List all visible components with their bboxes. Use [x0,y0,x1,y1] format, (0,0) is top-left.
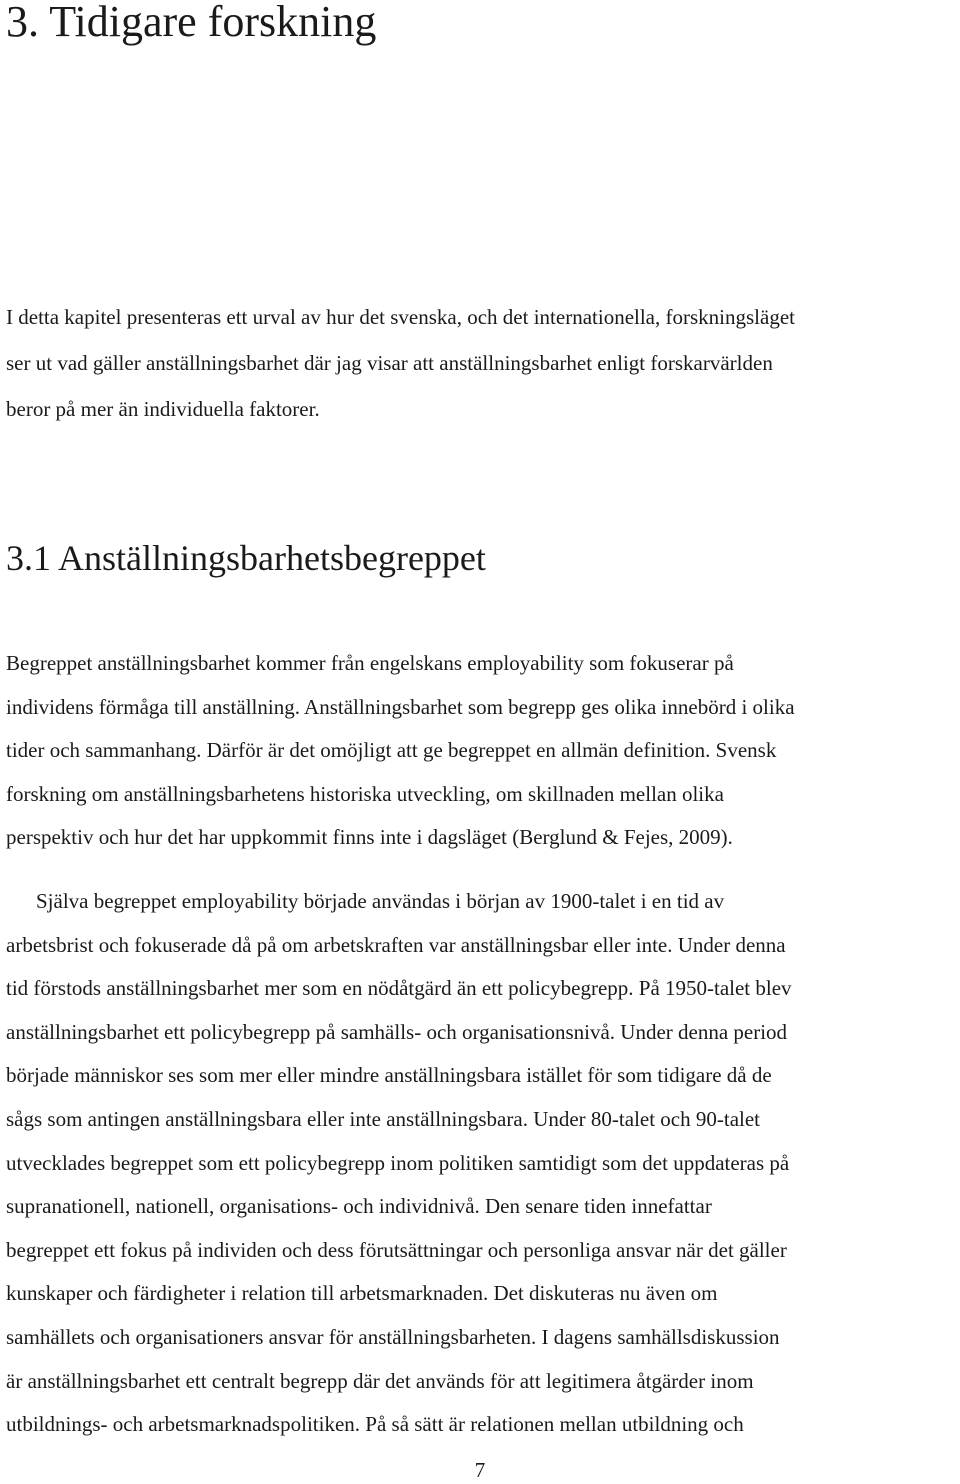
section-title: 3.1 Anställningsbarhetsbegreppet [6,538,486,578]
intro-line: beror på mer än individuella faktorer. [6,397,320,421]
definition-line: tider och sammanhang. Därför är det omöjligt att ge begreppet en allmän definition. Svensk [6,738,777,763]
intro-paragraph [6,294,954,432]
chapter-title: 3. Tidigare forskning [6,0,377,46]
history-line: arbetsbrist och fokuserade då på om arbetskraften var anställningsbar eller inte. Under denna [6,932,786,957]
history-line: anställningsbarhet ett policybegrepp på samhälls- och organisationsnivå. Under denna period [6,1019,788,1044]
intro-line: ser ut vad gäller anställningsbarhet där jag visar att anställningsbarhet enligt forskarvärlden [6,351,773,375]
history-line: supranationell, nationell, organisations- och individnivå. Den senare tiden innefattar [6,1194,712,1219]
definition-line: perspektiv och hur det har uppkommit finns inte i dagsläget (Berglund & Fejes, 2009). [6,825,733,850]
page-number: 7 [474,1458,486,1482]
history-line: är anställningsbarhet ett centralt begrepp där det används för att legitimera åtgärder inom [6,1368,754,1393]
definition-line: forskning om anställningsbarhetens historiska utveckling, om skillnaden mellan olika [6,781,724,806]
history-line: utbildnings- och arbetsmarknadspolitiken. På så sätt är relationen mellan utbildning och [6,1412,744,1437]
definition-line: individens förmåga till anställning. Anställningsbarhet som begrepp ges olika innebörd i olika [6,694,795,719]
definition-paragraph [6,642,954,860]
history-line: tid förstods anställningsbarhet mer som en nödåtgärd än ett policybegrepp. På 1950-talet blev [6,976,792,1001]
intro-line: I detta kapitel presenteras ett urval av hur det svenska, och det internationella, forskningsläget [6,305,795,329]
history-line: utvecklades begreppet som ett policybegrepp inom politiken samtidigt som det uppdateras på [6,1150,790,1175]
definition-line: Begreppet anställningsbarhet kommer från engelskans employability som fokuserar på [6,651,734,675]
history-line: kunskaper och färdigheter i relation till arbetsmarknaden. Det diskuteras nu även om [6,1281,718,1306]
history-paragraph [6,880,954,1447]
history-line: begreppet ett fokus på individen och dess förutsättningar och personliga ansvar när det gäller [6,1237,787,1262]
history-line: Själva begreppet employability började användas i början av 1900-talet i en tid av [36,889,725,913]
history-line: började människor ses som mer eller mindre anställningsbara istället för som tidigare då de [6,1063,772,1088]
history-line: sågs som antingen anställningsbara eller inte anställningsbara. Under 80-talet och 90-talet [6,1106,761,1131]
history-line: samhällets och organisationers ansvar för anställningsbarheten. I dagens samhällsdiskussion [6,1324,780,1349]
